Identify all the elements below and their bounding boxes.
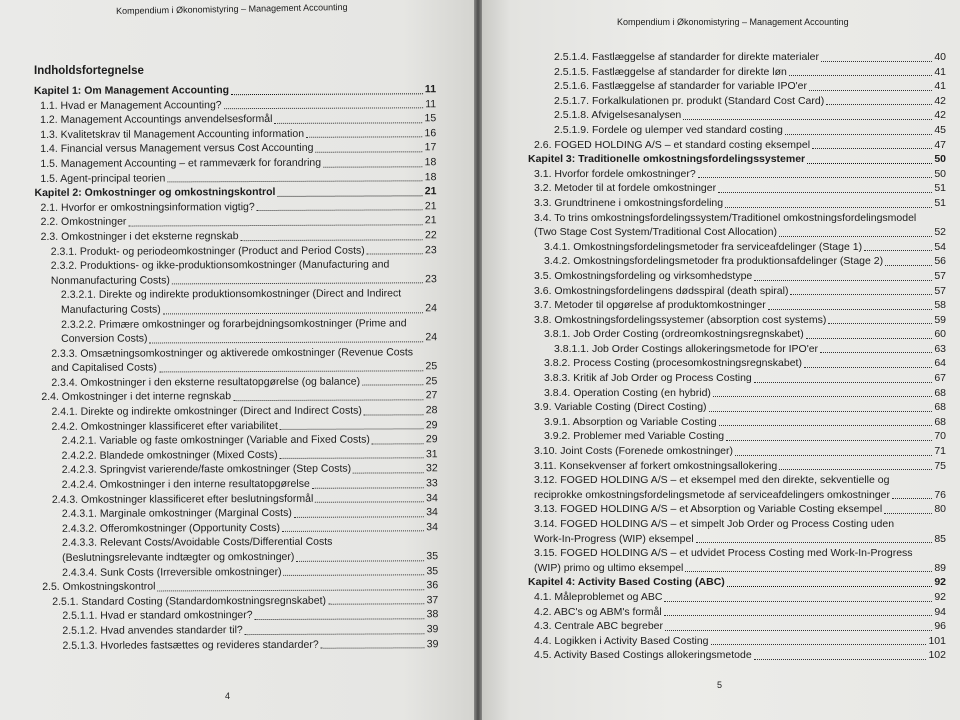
toc-list [34, 82, 438, 653]
dot-leader [277, 195, 422, 197]
dot-leader [231, 93, 423, 95]
toc-page-number: 17 [424, 141, 437, 154]
toc-entry [528, 138, 946, 153]
book-gutter [474, 0, 482, 720]
dot-leader [884, 513, 932, 514]
dot-leader [280, 458, 424, 460]
toc-entry [528, 313, 946, 328]
toc-page-number: 71 [934, 445, 946, 458]
dot-leader [820, 352, 932, 353]
toc-entry-text: 1.2. Management Accountings anvendelsesformål [40, 113, 273, 127]
toc-page-number: 50 [934, 167, 946, 180]
toc-page-number: 11 [424, 83, 437, 96]
toc-page-number: 41 [934, 80, 946, 93]
dot-leader [157, 589, 424, 591]
toc-entry [528, 634, 946, 649]
toc-entry-text: 1.5. Management Accounting – et rammeværk for forandring [40, 156, 322, 170]
toc-page-number: 57 [934, 284, 946, 297]
toc-entry-text: 2.4.2. Omkostninger klassificeret efter variabilitet [51, 419, 278, 433]
dot-leader [274, 122, 422, 124]
dot-leader [726, 440, 932, 441]
dot-leader [779, 236, 932, 237]
toc-page-number: 68 [934, 386, 946, 399]
dot-leader [321, 647, 425, 648]
toc-page-number: 29 [425, 418, 438, 431]
dot-leader [779, 469, 932, 470]
toc-entry-text: 4.2. ABC's og ABM's formål [534, 605, 662, 618]
toc-entry [528, 123, 946, 138]
toc-page-number: 59 [934, 313, 946, 326]
toc-entry-text: 2.5.1.6. Fastlæggelse af standarder for variable IPO'er [554, 80, 807, 93]
toc-entry [528, 429, 946, 444]
toc-page-number: 60 [934, 328, 946, 341]
toc-chapter-entry [528, 575, 946, 590]
toc-page-number: 42 [934, 94, 946, 107]
toc-entry-text: 3.4.2. Omkostningsfordelingsmetoder fra produktionsafdelinger (Stage 2) [544, 255, 884, 268]
toc-page-number: 68 [934, 415, 946, 428]
toc-page-number: 75 [934, 459, 946, 472]
toc-page-number: 21 [424, 199, 437, 213]
toc-entry [36, 535, 438, 566]
dot-leader [698, 177, 933, 178]
toc-page-number: 37 [426, 594, 439, 607]
toc-entry [35, 257, 437, 288]
toc-entry-text: reciprokke omkostningsfordelingsmetode af serviceafdelingers omkostninger [534, 488, 891, 501]
toc-entry-text: 4.5. Activity Based Costings allokeringsmetode [534, 649, 752, 662]
toc-page-number: 58 [934, 299, 946, 312]
toc-page-number: 89 [934, 561, 946, 574]
toc-entry-text-line1: 3.15. FOGED HOLDING A/S – et udvidet Process Costing med Work-In-Progress [534, 547, 913, 560]
toc-entry [528, 327, 946, 342]
dot-leader [665, 630, 932, 631]
toc-entry [528, 65, 946, 80]
toc-entry [528, 459, 946, 474]
toc-entry-text: 2.5.1.9. Fordele og ulemper ved standard costing [554, 123, 783, 136]
toc-chapter-entry [528, 152, 946, 167]
toc-entry [528, 108, 946, 123]
page-number: 5 [717, 680, 723, 690]
toc-entry-text: (WIP) primo og ultimo eksempel [534, 561, 684, 574]
toc-entry-text: 3.3. Grundtrinene i omkostningsfordeling [534, 196, 724, 209]
dot-leader [892, 498, 932, 499]
toc-page-number: 25 [425, 375, 438, 388]
toc-entry-text-line1: 2.3.3. Omsætningsomkostninger og aktiverede omkostninger (Revenue Costs [51, 346, 414, 360]
dot-leader [284, 574, 425, 576]
toc-entry-text: 2.4.3. Omkostninger klassificeret efter beslutningsformål [51, 492, 314, 506]
toc-entry [528, 444, 946, 459]
toc-entry [528, 269, 946, 284]
toc-entry-text: 2.4. Omkostninger i det interne regnskab [41, 390, 232, 404]
toc-entry-text: 3.9.1. Absorption og Variable Costing [544, 415, 717, 428]
toc-entry-text: 3.4.1. Omkostningsfordelingsmetoder fra serviceafdelinger (Stage 1) [544, 240, 863, 253]
toc-entry [35, 316, 437, 347]
toc-entry [528, 605, 946, 620]
toc-page-number: 70 [934, 430, 946, 443]
toc-entry [528, 590, 946, 605]
dot-leader [312, 487, 424, 488]
toc-entry-text: 3.5. Omkostningsfordeling og virksomhedstype [534, 269, 753, 282]
toc-page-number: 40 [934, 51, 946, 63]
toc-page-number: 80 [934, 503, 946, 516]
dot-leader [353, 472, 424, 473]
toc-entry [528, 356, 946, 371]
toc-page-number: 67 [934, 372, 946, 385]
toc-entry [528, 342, 946, 357]
toc-page-number: 18 [424, 170, 437, 183]
toc-page-number: 32 [425, 462, 438, 475]
dot-leader [713, 396, 932, 397]
toc-entry-text: Work-In-Progress (WIP) eksempel [534, 532, 694, 545]
dot-leader [885, 265, 932, 266]
dot-leader [725, 207, 932, 208]
toc-entry-text: 2.5.1.7. Forkalkulationen pr. produkt (Standard Cost Card) [554, 94, 825, 107]
toc-entry-text: 3.8.1.1. Job Order Costings allokeringsmetode for IPO'er [554, 342, 819, 355]
toc-page-number: 68 [934, 401, 946, 414]
dot-leader [718, 192, 932, 193]
toc-page-number: 11 [425, 97, 437, 110]
toc-page-number: 34 [426, 491, 438, 504]
toc-page-number: 31 [425, 448, 438, 461]
toc-title: Indholdsfortegnelse [34, 65, 144, 77]
toc-entry-text: 3.1. Hvorfor fordele omkostninger? [534, 167, 696, 180]
toc-page-number: 52 [934, 226, 946, 239]
toc-entry-text: 3.7. Metoder til opgørelse af produktomkostninger [534, 299, 766, 312]
toc-entry-text: 2.5.1.8. Afvigelsesanalysen [554, 109, 682, 122]
toc-page-number: 42 [934, 109, 946, 122]
toc-page-number: 23 [425, 243, 437, 256]
dot-leader [315, 151, 422, 152]
dot-leader [785, 134, 933, 135]
toc-entry [528, 79, 946, 94]
toc-entry-text: Kapitel 2: Omkostninger og omkostningskontrol [34, 186, 276, 200]
toc-page-number: 50 [934, 153, 946, 166]
toc-entry-text-line1: 2.3.2. Produktions- og ikke-produktionsomkostninger (Manufacturing and [50, 258, 390, 273]
toc-page-number: 56 [934, 255, 946, 268]
toc-page-number: 45 [934, 123, 946, 136]
toc-entry-text: Conversion Costs) [61, 332, 148, 345]
dot-leader [790, 294, 932, 295]
dot-leader [807, 163, 932, 164]
toc-entry-text: 2.3. Omkostninger i det eksterne regnskab [40, 230, 239, 243]
toc-entry-text: 2.6. FOGED HOLDING A/S – et standard costing eksempel [534, 138, 811, 151]
dot-leader [768, 309, 933, 310]
toc-entry-text: 1.3. Kvalitetskrav til Management Accounting information [40, 127, 305, 141]
dot-leader [172, 283, 423, 285]
toc-entry [528, 619, 946, 634]
dot-leader [233, 399, 424, 401]
toc-entry [528, 167, 946, 182]
toc-entry-text: 3.8.4. Operation Costing (en hybrid) [544, 386, 711, 399]
toc-page-number: 24 [425, 302, 438, 315]
toc-page-number: 38 [426, 608, 439, 621]
toc-page-number: 21 [424, 214, 437, 227]
dot-leader [719, 425, 933, 426]
toc-page-number: 15 [424, 112, 437, 125]
toc-entry-text: Kapitel 3: Traditionelle omkostningsfordelingssystemer [528, 153, 806, 166]
toc-page-number: 85 [934, 532, 946, 545]
toc-page-number: 51 [934, 182, 946, 195]
toc-entry-text: Kapitel 1: Om Management Accounting [34, 84, 230, 97]
toc-entry [35, 287, 437, 318]
dot-leader [224, 107, 424, 109]
dot-leader [789, 75, 932, 76]
toc-entry-text: and Capitalised Costs) [51, 361, 157, 375]
toc-entry-text: 3.8. Omkostningsfordelingssystemer (absorption cost systems) [534, 313, 827, 326]
dot-leader [167, 180, 422, 182]
left-page [0, 0, 474, 720]
dot-leader [711, 644, 927, 645]
toc-entry-text: 2.5. Omkostningskontrol [42, 580, 156, 594]
toc-page-number: 29 [425, 433, 438, 446]
dot-leader [159, 370, 424, 372]
dot-leader [245, 633, 425, 635]
dot-leader [754, 382, 933, 383]
toc-entry [528, 181, 946, 196]
toc-entry [528, 546, 946, 575]
dot-leader [696, 542, 933, 543]
dot-leader [323, 166, 423, 167]
dot-leader [727, 586, 933, 587]
toc-entry-text-line1: 2.3.2.1. Direkte og indirekte produktionsomkostninger (Direct and Indirect [60, 287, 402, 302]
dot-leader [826, 104, 932, 105]
toc-entry-text: 1.4. Financial versus Management versus Cost Accounting [40, 142, 314, 156]
toc-page-number: 54 [934, 240, 946, 253]
dot-leader [306, 137, 423, 139]
toc-entry-text: Nonmanufacturing Costs) [50, 274, 170, 287]
dot-leader [241, 239, 423, 241]
toc-entry-text: 3.6. Omkostningsfordelingens dødsspiral (death spiral) [534, 284, 789, 297]
dot-leader [296, 560, 424, 562]
dot-leader [372, 443, 424, 444]
toc-entry-text: 2.4.1. Direkte og indirekte omkostninger (Direct and Indirect Costs) [51, 404, 362, 418]
toc-page-number: 76 [934, 488, 946, 501]
dot-leader [257, 210, 423, 212]
dot-leader [685, 571, 932, 572]
toc-entry-text: (Beslutningsrelevante indtægter og omkostninger) [62, 550, 295, 564]
toc-entry-text: 3.8.3. Kritik af Job Order og Process Costing [544, 372, 752, 385]
toc-page-number: 92 [934, 590, 946, 603]
toc-entry-text: 2.5.1.3. Hvorledes fastsættes og revideres standarder? [62, 638, 319, 652]
running-header: Kompendium i Økonomistyring – Management Accounting [617, 17, 849, 27]
toc-entry-text: 3.10. Joint Costs (Forenede omkostninger) [534, 445, 734, 458]
toc-page-number: 24 [425, 331, 438, 344]
dot-leader [864, 250, 932, 251]
toc-entry-text: 2.3.1. Produkt- og periodeomkostninger (Product and Period Costs) [50, 244, 365, 258]
toc-entry [36, 637, 438, 653]
toc-entry-text: 2.5.1.4. Fastlæggelse af standarder for direkte materialer [554, 51, 819, 63]
toc-entry [35, 345, 437, 376]
dot-leader [150, 341, 424, 343]
dot-leader [128, 224, 423, 226]
toc-entry-text: 4.3. Centrale ABC begreber [534, 620, 663, 633]
toc-entry-text-line1: 2.3.2.2. Primære omkostninger og forarbejdningsomkostninger (Prime and [61, 316, 407, 331]
dot-leader [812, 148, 932, 149]
toc-page-number: 34 [426, 521, 438, 534]
toc-entry [528, 50, 946, 65]
toc-entry [528, 211, 946, 240]
toc-page-number: 64 [934, 357, 946, 370]
toc-entry-text: 2.4.2.3. Springvist varierende/faste omkostninger (Step Costs) [61, 463, 352, 477]
toc-page-number: 35 [426, 550, 439, 563]
dot-leader [735, 455, 932, 456]
toc-page-number: 51 [934, 196, 946, 209]
toc-entry [528, 386, 946, 401]
toc-page-number: 39 [426, 637, 439, 650]
dot-leader [806, 338, 933, 339]
toc-entry-text: 3.9.2. Problemer med Variable Costing [544, 430, 725, 443]
toc-entry-text: 2.4.2.4. Omkostninger i den interne resultatopgørelse [61, 477, 310, 491]
toc-entry-text: 2.5.1.1. Hvad er standard omkostninger? [62, 609, 253, 623]
dot-leader [294, 516, 424, 518]
dot-leader [163, 312, 424, 314]
dot-leader [709, 411, 933, 412]
toc-entry [528, 284, 946, 299]
toc-entry [528, 473, 946, 502]
dot-leader [255, 618, 425, 620]
toc-page-number: 27 [425, 389, 438, 402]
toc-entry-text: 2.4.2.1. Variable og faste omkostninger (Variable and Fixed Costs) [61, 433, 370, 448]
toc-entry-text: 3.11. Konsekvenser af forkert omkostningsallokering [534, 459, 778, 472]
dot-leader [664, 601, 932, 602]
toc-page-number: 101 [928, 634, 946, 647]
toc-entry [528, 298, 946, 313]
toc-entry-text: (Two Stage Cost System/Traditional Cost Allocation) [534, 226, 777, 239]
dot-leader [683, 119, 932, 120]
toc-page-number: 35 [426, 564, 439, 577]
toc-page-number: 23 [425, 272, 437, 286]
toc-page-number: 16 [424, 127, 437, 140]
dot-leader [804, 367, 932, 368]
toc-entry-text: 3.8.2. Process Costing (procesomkostningsregnskabet) [544, 357, 802, 370]
dot-leader [364, 414, 424, 415]
toc-page-number: 28 [425, 404, 438, 417]
toc-page-number: 22 [424, 229, 437, 242]
toc-entry-text: 3.2. Metoder til at fordele omkostninger [534, 182, 717, 195]
toc-page-number: 39 [426, 623, 439, 636]
toc-entry-text: 3.8.1. Job Order Costing (ordreomkostningsregnskabet) [544, 328, 804, 341]
dot-leader [754, 659, 927, 660]
toc-entry-text: 2.1. Hvorfor er omkostningsinformation vigtig? [40, 200, 255, 214]
toc-page-number: 33 [426, 477, 438, 490]
right-page [482, 0, 960, 720]
dot-leader [809, 90, 932, 91]
toc-entry-text: 4.4. Logikken i Activity Based Costing [534, 634, 709, 647]
dot-leader [821, 61, 932, 62]
toc-entry [528, 371, 946, 386]
toc-page-number: 96 [934, 620, 946, 633]
dot-leader [282, 531, 424, 533]
toc-entry-text: 2.4.2.2. Blandede omkostninger (Mixed Costs) [61, 448, 278, 462]
toc-list [528, 50, 946, 663]
toc-entry-text-line1: 2.4.3.3. Relevant Costs/Avoidable Costs/Differential Costs [61, 536, 333, 550]
toc-entry [528, 517, 946, 546]
toc-entry [528, 196, 946, 211]
dot-leader [315, 502, 424, 503]
running-header: Kompendium i Økonomistyring – Management Accounting [115, 1, 348, 17]
toc-page-number: 63 [934, 342, 946, 355]
toc-entry-text: 2.5.1. Standard Costing (Standardomkostningsregnskabet) [52, 594, 327, 608]
toc-entry [528, 94, 946, 109]
toc-page-number: 36 [426, 579, 439, 592]
toc-entry-text-line1: 3.12. FOGED HOLDING A/S – et eksempel med den direkte, sekventielle og [534, 474, 890, 487]
toc-page-number: 47 [934, 138, 946, 151]
toc-entry-text: 2.5.1.2. Hvad anvendes standarder til? [62, 624, 243, 637]
dot-leader [367, 253, 423, 254]
toc-entry-text: 2.3.4. Omkostninger i den eksterne resultatopgørelse (og balance) [51, 375, 361, 389]
toc-entry-text: 2.4.3.4. Sunk Costs (Irreversible omkostninger) [62, 565, 282, 579]
toc-entry [528, 240, 946, 255]
toc-entry-text: 3.13. FOGED HOLDING A/S – et Absorption og Variable Costing eksempel [534, 503, 883, 516]
dot-leader [664, 615, 933, 616]
toc-page-number: 25 [425, 360, 438, 373]
toc-entry-text-line1: 3.4. To trins omkostningsfordelingssystem/Traditionel omkostningsfordelingsmodel [534, 211, 917, 224]
toc-entry [528, 415, 946, 430]
toc-entry-text: 4.1. Måleproblemet og ABC [534, 590, 663, 603]
toc-page-number: 57 [934, 269, 946, 282]
toc-page-number: 102 [928, 649, 946, 662]
toc-entry-text: 1.5. Agent-principal teorien [40, 171, 166, 185]
dot-leader [362, 385, 424, 386]
toc-page-number: 92 [934, 576, 946, 589]
toc-entry-text-line1: 3.14. FOGED HOLDING A/S – et simpelt Job Order og Process Costing uden [534, 518, 895, 530]
toc-entry-text: 2.4.3.1. Marginale omkostninger (Marginal Costs) [61, 507, 292, 521]
toc-entry-text: 2.4.3.2. Offeromkostninger (Opportunity Costs) [61, 521, 281, 535]
toc-entry-text: 3.9. Variable Costing (Direct Costing) [534, 401, 707, 414]
dot-leader [828, 323, 932, 324]
toc-entry-text: Kapitel 4: Activity Based Costing (ABC) [528, 576, 725, 589]
toc-entry-text: 2.5.1.5. Fastlæggelse af standarder for direkte løn [554, 65, 787, 78]
page-number: 4 [225, 691, 231, 701]
toc-page-number: 18 [424, 156, 437, 169]
toc-entry-text: 2.2. Omkostninger [40, 215, 127, 229]
dot-leader [754, 280, 932, 281]
toc-page-number: 94 [934, 605, 946, 618]
toc-entry [528, 254, 946, 269]
toc-entry-text: 1.1. Hvad er Management Accounting? [40, 98, 222, 112]
toc-page-number: 34 [426, 506, 438, 519]
toc-entry [528, 400, 946, 415]
toc-page-number: 41 [934, 65, 946, 78]
toc-entry [528, 502, 946, 517]
toc-entry-text: Manufacturing Costs) [60, 303, 161, 316]
dot-leader [328, 604, 425, 605]
dot-leader [280, 429, 424, 431]
toc-entry [528, 648, 946, 663]
toc-page-number: 21 [424, 185, 437, 198]
